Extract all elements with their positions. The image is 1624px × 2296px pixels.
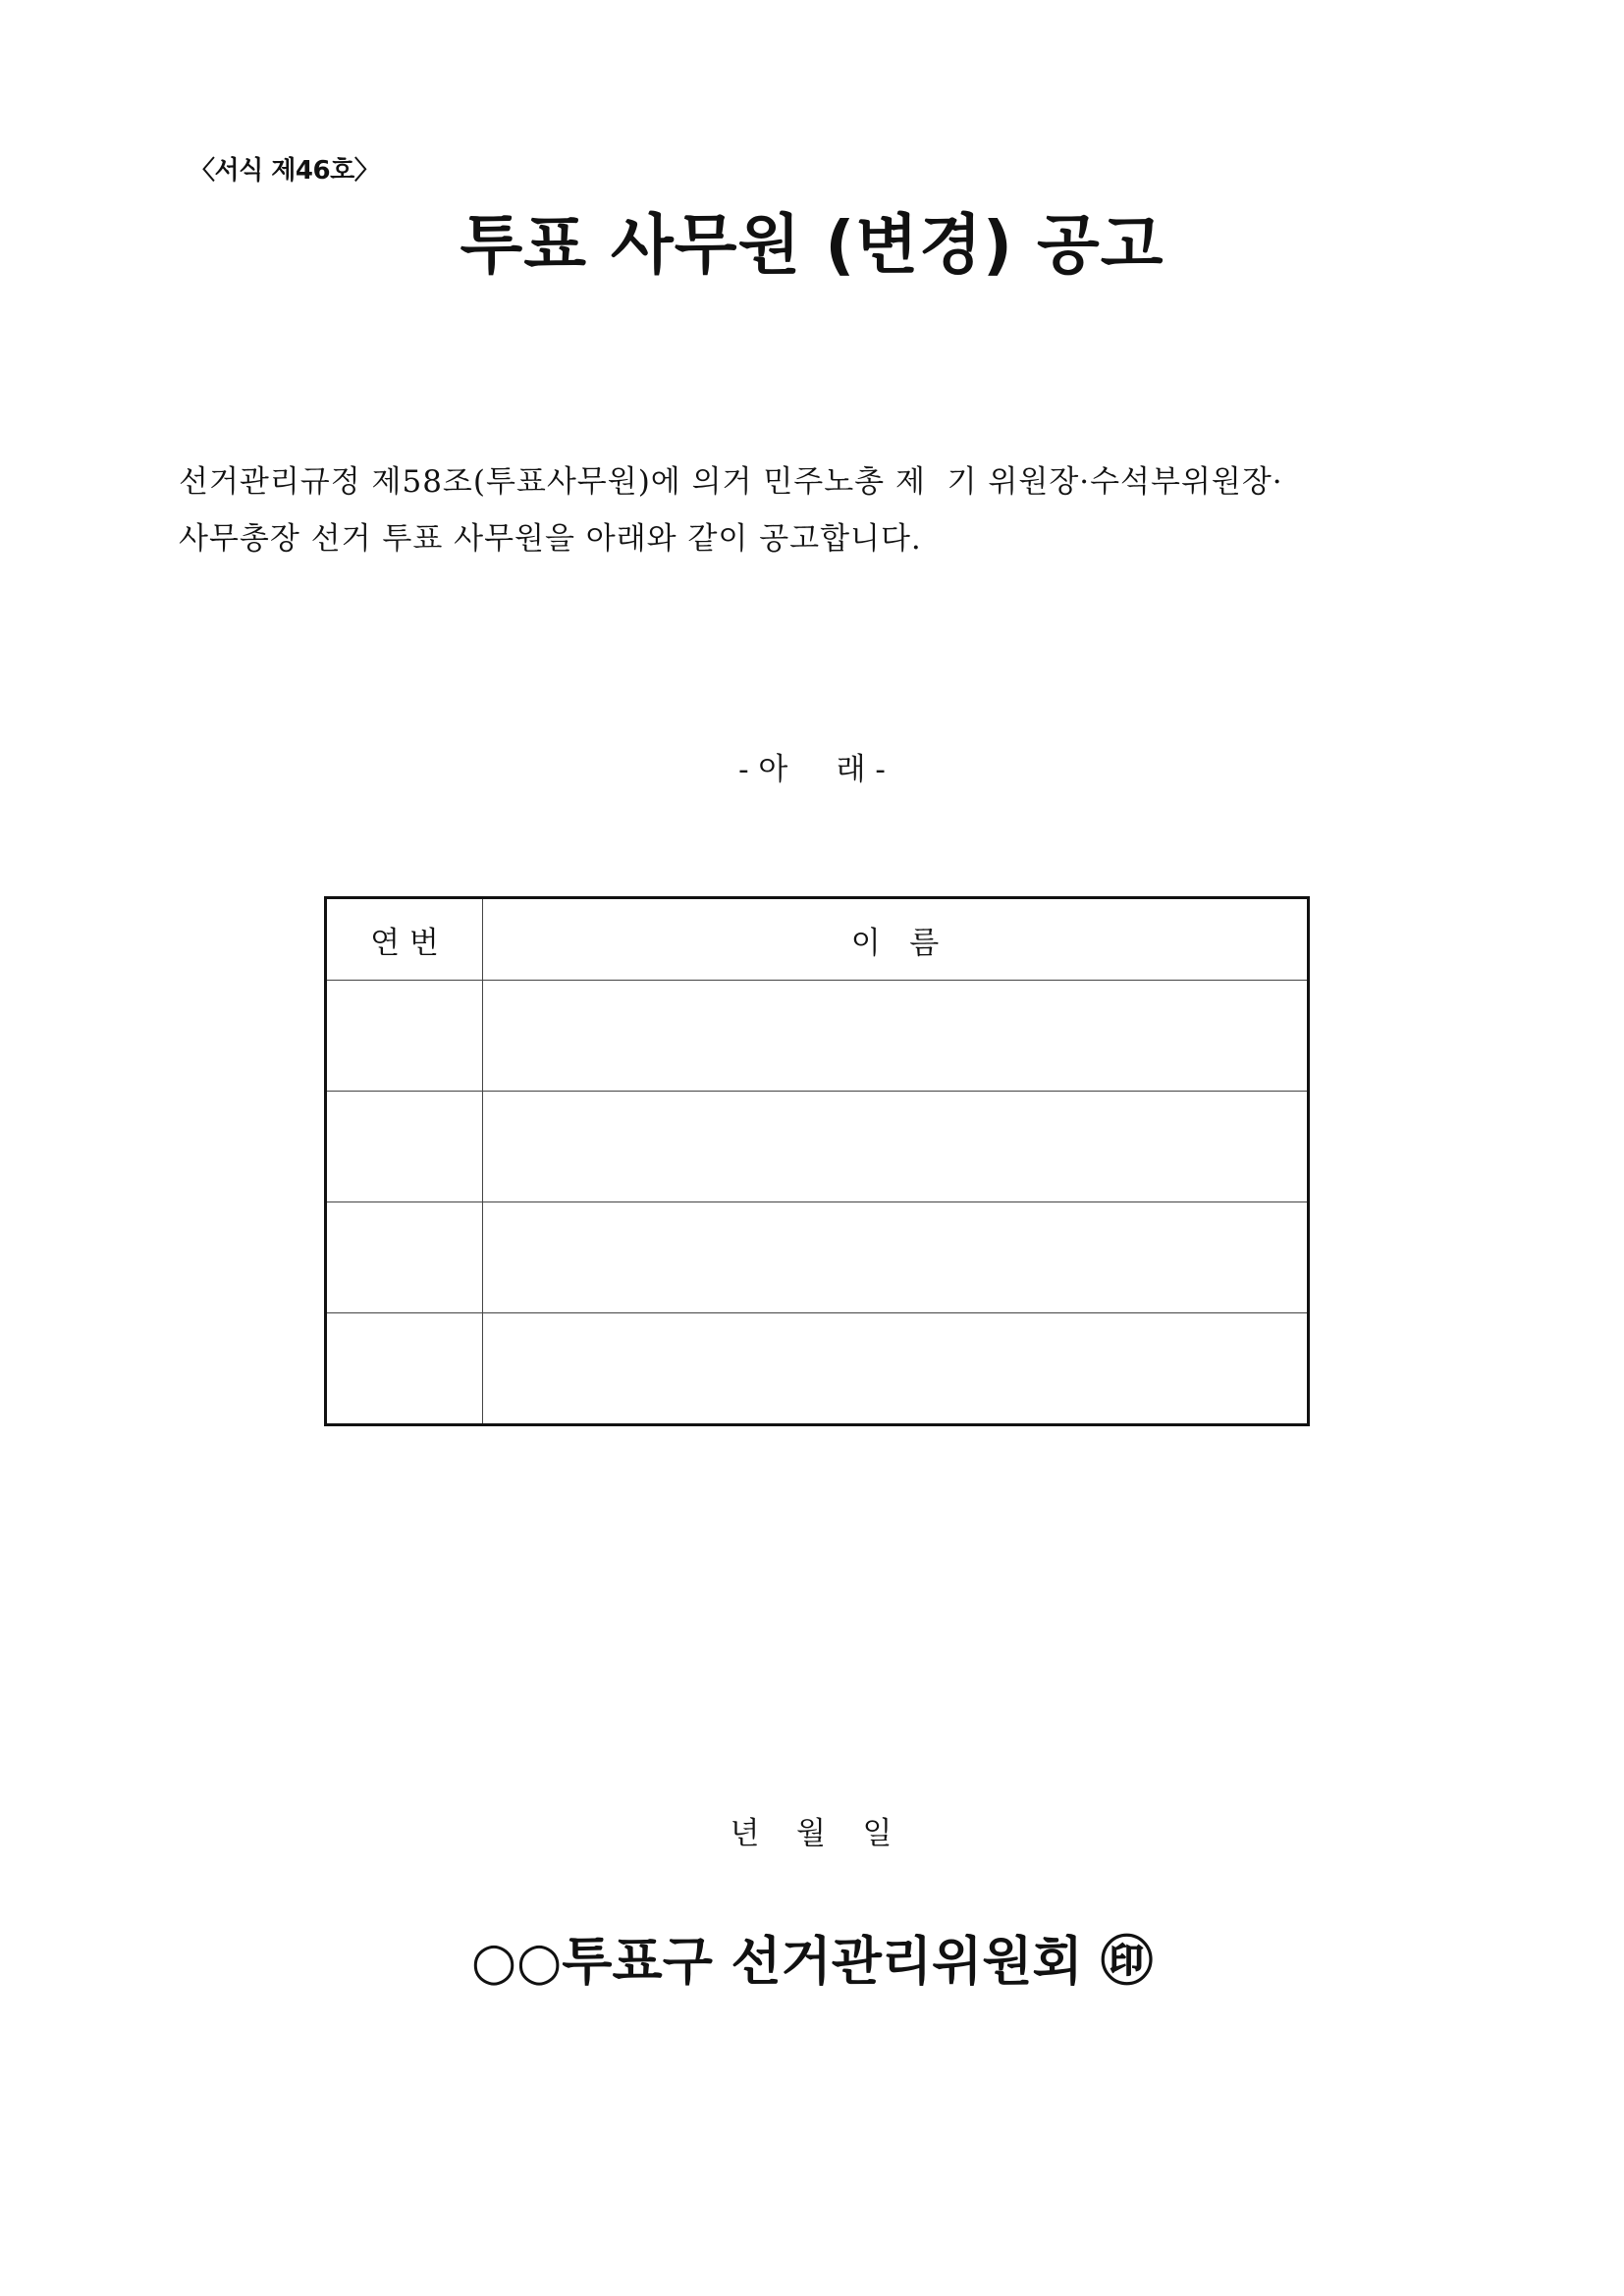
issuer-signature: ○○투표구 선거관리위원회 ㊞ xyxy=(470,1932,1154,1992)
cell-serial-number xyxy=(326,981,483,1092)
notice-heading: - 아 래 - xyxy=(738,752,886,787)
cell-name xyxy=(483,1313,1309,1425)
table-row xyxy=(326,1313,1309,1425)
cell-serial-number xyxy=(326,1092,483,1202)
cell-name xyxy=(483,1092,1309,1202)
header-name: 이 름 xyxy=(483,898,1309,981)
table-row xyxy=(326,1202,1309,1313)
cell-name xyxy=(483,1202,1309,1313)
page-title: 투표 사무원 (변경) 공고 xyxy=(460,207,1164,283)
table-row xyxy=(326,981,1309,1092)
form-number: 〈서식 제46호〉 xyxy=(189,156,380,186)
cell-serial-number xyxy=(326,1202,483,1313)
poll-worker-table xyxy=(324,896,1310,1426)
table-header-row xyxy=(326,898,1309,981)
table-row xyxy=(326,1092,1309,1202)
announcement-line-1: 선거관리규정 제58조(투표사무원)에 의거 민주노총 제 기 위원장·수석부위원장· xyxy=(179,464,1283,500)
announcement-body xyxy=(179,454,1475,567)
cell-serial-number xyxy=(326,1313,483,1425)
cell-name xyxy=(483,981,1309,1092)
date-line: 년 월 일 xyxy=(730,1816,894,1851)
header-serial-number: 연 번 xyxy=(326,898,483,981)
announcement-line-2: 사무총장 선거 투표 사무원을 아래와 같이 공고합니다. xyxy=(179,521,922,557)
